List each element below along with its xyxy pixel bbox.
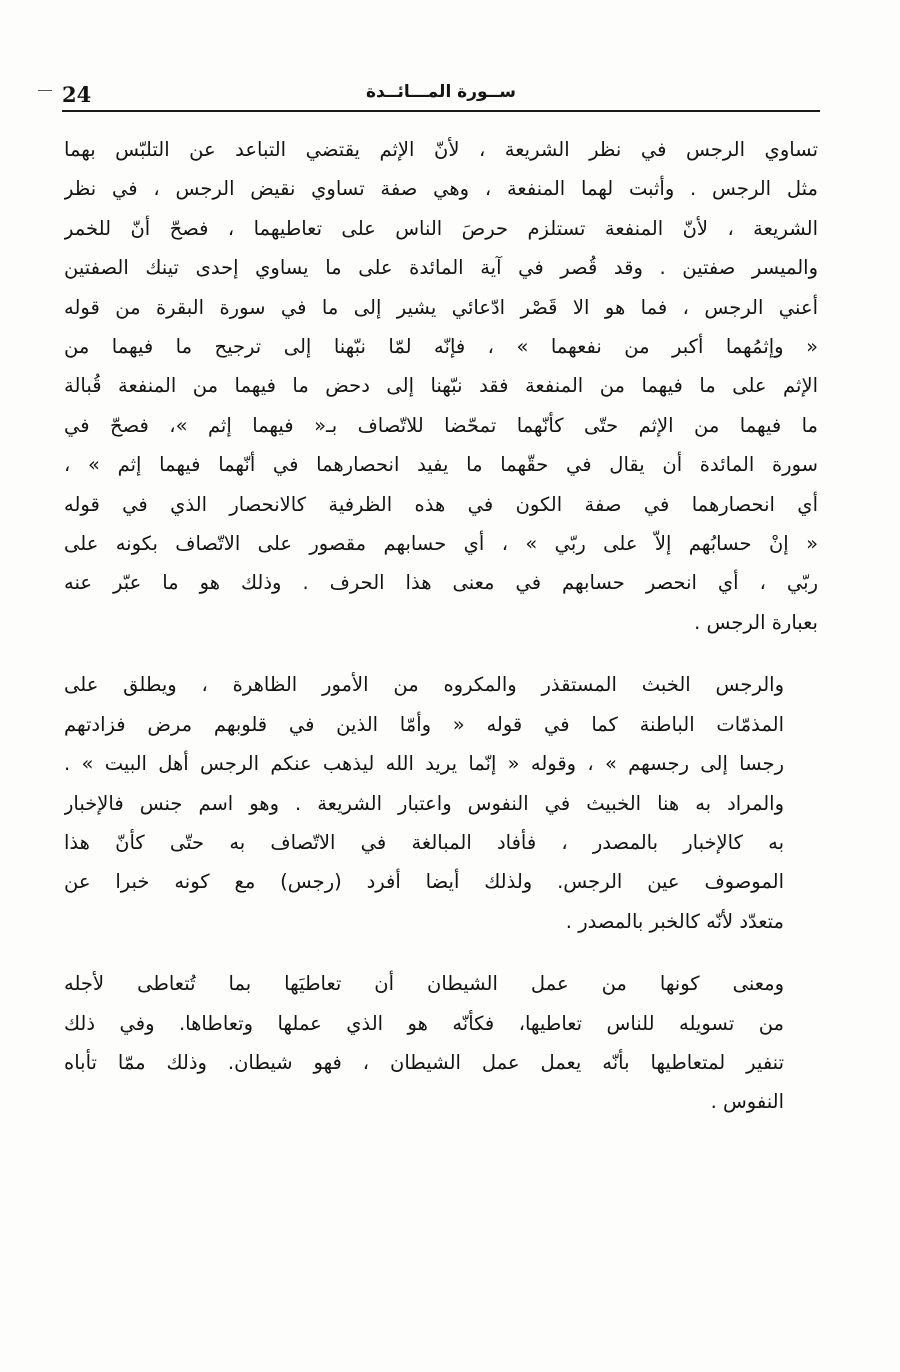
- margin-mark: [38, 90, 52, 91]
- text-line: تساوي الرجس في نظر الشريعة ، لأنّ الإثم يقتضي التباعد عن التلبّس بهما: [64, 138, 818, 161]
- text-line: من تسويله للناس تعاطيها، فكأنّه هو الذي عملها وتعاطاها. وفي ذلك: [64, 1011, 784, 1035]
- paragraph-1: [64, 130, 818, 642]
- text-line: النفوس .: [710, 1090, 784, 1114]
- text-line: ومعنى كونها من عمل الشيطان أن تعاطيَها بما تُتعاطى لأجله: [64, 972, 784, 996]
- header-rule: [62, 110, 820, 112]
- text-line: أي انحصارهما في صفة الكون في هذه الظرفية كالانحصار الذي في قوله: [64, 492, 818, 516]
- text-line: المذمّات الباطنة كما في قوله « وأمّا الذين في قلوبهم مرض فزادتهم: [64, 712, 784, 736]
- text-line: به كالإخبار بالمصدر ، فأفاد المبالغة في الاتّصاف به حتّى كأنّ هذا: [64, 830, 784, 854]
- body-text: [64, 130, 818, 1122]
- text-line: رجسا إلى رجسهم » ، وقوله « إنّما يريد الله ليذهب عنكم الرجس أهل البيت » .: [64, 752, 784, 776]
- text-line: أعني الرجس ، فما هو الا قَصْر ادّعائي يشير إلى ما في سورة البقرة من قوله: [64, 295, 818, 319]
- page-header: [62, 78, 820, 112]
- text-line: والميسر صفتين . وقد قُصر في آية المائدة على ما يساوي إحدى تينك الصفتين: [64, 256, 818, 280]
- text-line: « إنْ حسابُهم إلاّ على ربّي » ، أي حسابهم مقصور على الاتّصاف بكونه على: [64, 532, 818, 556]
- text-line: « وإثمُهما أكبر من نفعهما » ، فإنّه لمّا نبّهنا إلى ترجيح ما فيهما من: [64, 335, 818, 359]
- text-line: الإثم على ما فيهما من المنفعة فقد نبّهنا إلى دحض ما فيهما من المنفعة قُبالة: [64, 374, 818, 398]
- text-line: سورة المائدة أن يقال في حقّهما ما يفيد انحصارهما في أنّهما فيهما إثم » ،: [64, 453, 818, 477]
- text-line: تنفير لمتعاطيها بأنّه يعمل عمل الشيطان ، فهو شيطان. وذلك ممّا تأباه: [64, 1050, 784, 1074]
- text-line: مثل الرجس . وأثبت لهما المنفعة ، وهي صفة تساوي نقيض الرجس ، في نظر: [64, 177, 818, 201]
- text-line: ما فيهما من الإثم حتّى كأنّهما تمحّضا للاتّصاف بـ« فيهما إثم »، فصحّ في: [64, 413, 818, 437]
- running-title: ســورة المـــائــدة: [365, 82, 517, 102]
- text-line: بعبارة الرجس .: [694, 610, 818, 634]
- paragraph-3: [64, 964, 818, 1122]
- page-number: 24: [62, 82, 92, 107]
- text-line: متعدّد لأنّه كالخبر بالمصدر .: [565, 909, 784, 933]
- text-line: ربّي ، أي انحصر حسابهم في معنى هذا الحرف . وذلك هو ما عبّر عنه: [64, 571, 818, 595]
- text-line: والمراد به هنا الخبيث في النفوس واعتبار الشريعة . وهو اسم جنس فالإخبار: [64, 791, 784, 815]
- text-line: الموصوف عين الرجس. ولذلك أيضا أفرد (رجس) مع كونه خبرا عن: [64, 870, 784, 894]
- paragraph-2: [64, 665, 818, 941]
- text-line: الشريعة ، لأنّ المنفعة تستلزم حرصَ الناس على تعاطيهما ، فصحّ أنّ للخمر: [64, 216, 818, 240]
- text-line: والرجس الخبث المستقذر والمكروه من الأمور الظاهرة ، ويطلق على: [64, 673, 784, 697]
